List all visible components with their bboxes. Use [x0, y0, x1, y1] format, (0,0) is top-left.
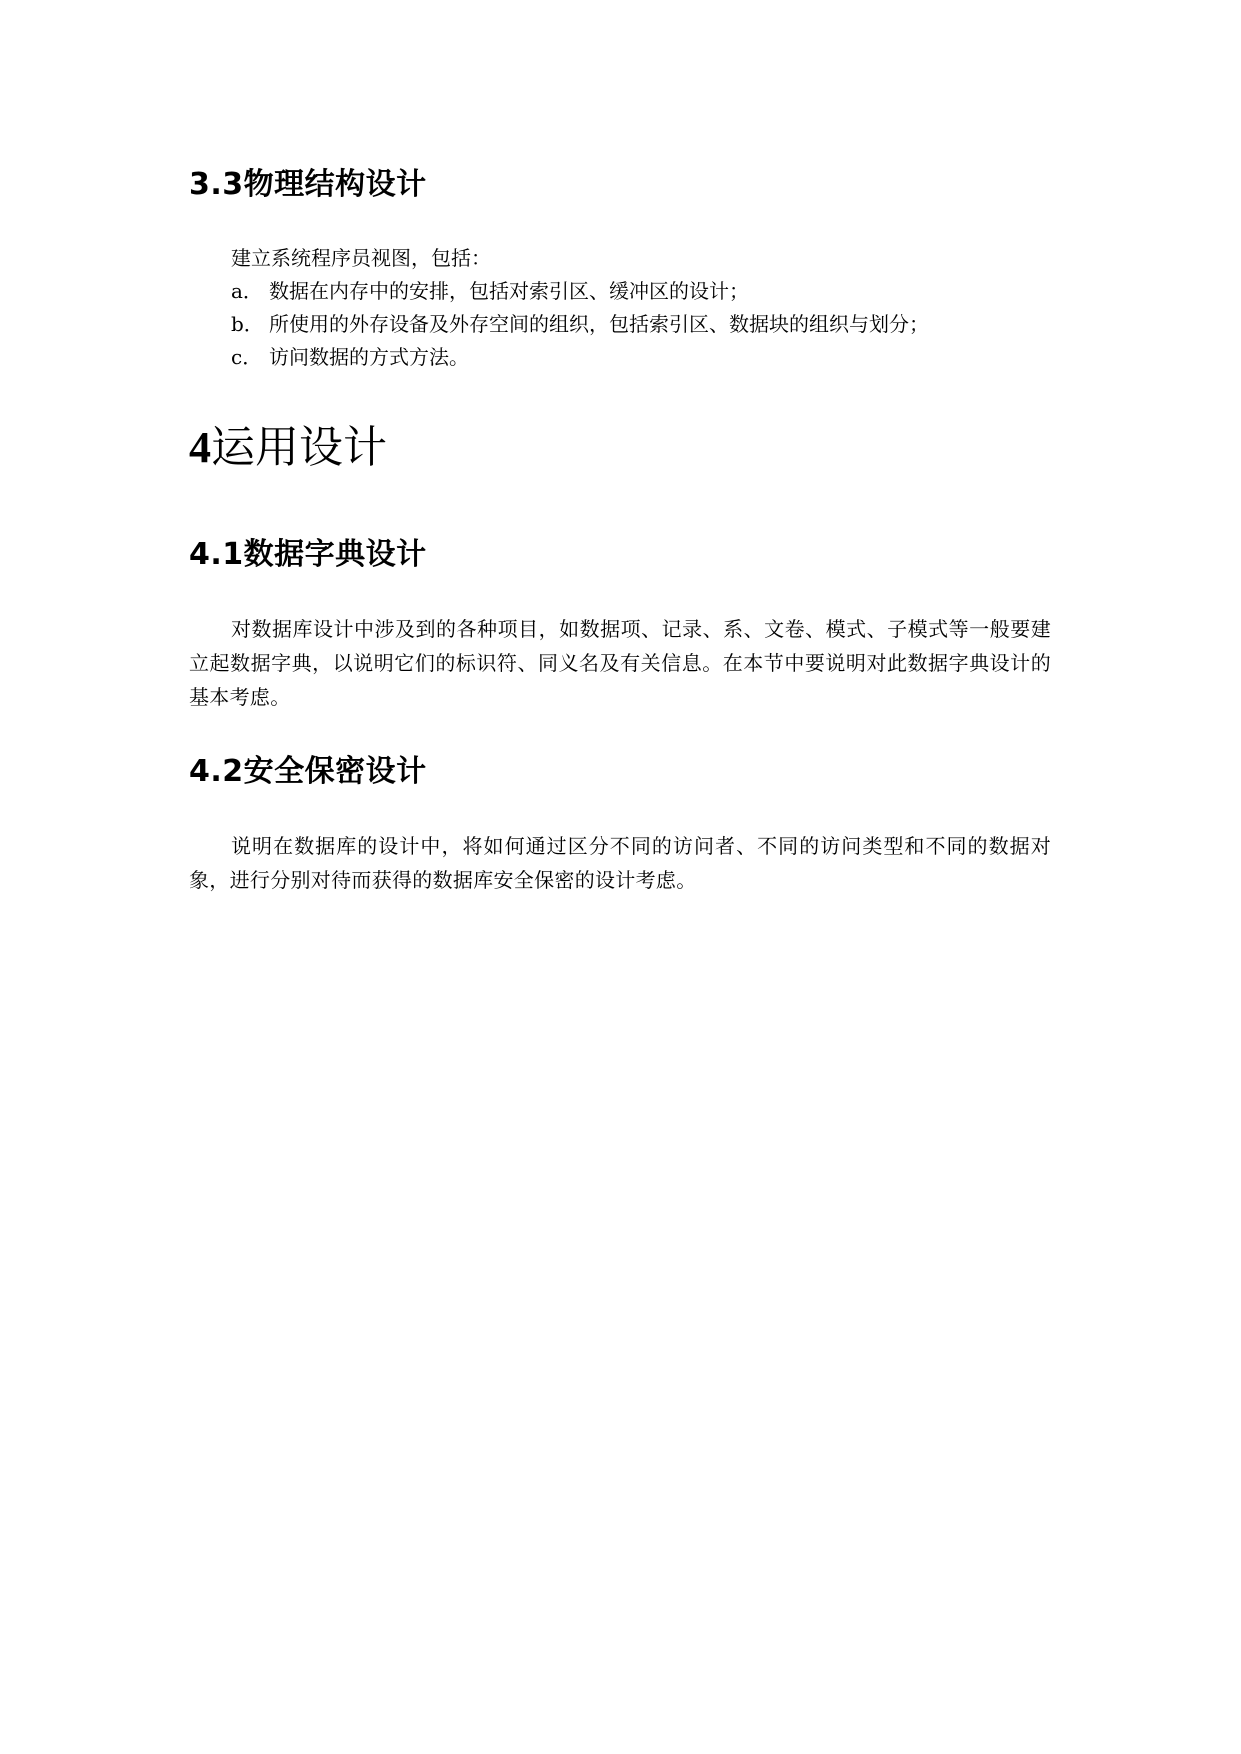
- section-4-1-body: 对数据库设计中涉及到的各种项目，如数据项、记录、系、文卷、模式、子模式等一般要建立起数据字典，以说明它们的标识符、同义名及有关信息。在本节中要说明对此数据字典设计的基本考虑。: [189, 617, 1051, 709]
- section-4-2-body: 说明在数据库的设计中，将如何通过区分不同的访问者、不同的访问类型和不同的数据对象，进行分别对待而获得的数据库安全保密的设计考虑。: [189, 834, 1051, 892]
- heading-4: [189, 419, 387, 477]
- heading-4-number: 4: [189, 423, 211, 472]
- list-item: [231, 308, 929, 341]
- list-item: [231, 275, 929, 308]
- list-marker: a．: [231, 279, 263, 303]
- list-marker: c．: [231, 345, 263, 369]
- list-item-text: 所使用的外存设备及外存空间的组织，包括索引区、数据块的组织与划分；: [269, 312, 929, 336]
- heading-4-1: 4.1数据字典设计: [189, 537, 427, 572]
- heading-4-2: 4.2安全保密设计: [189, 754, 427, 789]
- list-item: [231, 341, 929, 374]
- list-item-text: 数据在内存中的安排，包括对索引区、缓冲区的设计；: [269, 279, 749, 303]
- section-3-3-intro: 建立系统程序员视图，包括：: [231, 246, 491, 270]
- list-item-text: 访问数据的方式方法。: [269, 345, 469, 369]
- section-3-3-list: [231, 275, 929, 374]
- heading-4-title: 运用设计: [211, 422, 387, 473]
- heading-3-3: 3.3物理结构设计: [189, 167, 427, 202]
- list-marker: b．: [231, 312, 264, 336]
